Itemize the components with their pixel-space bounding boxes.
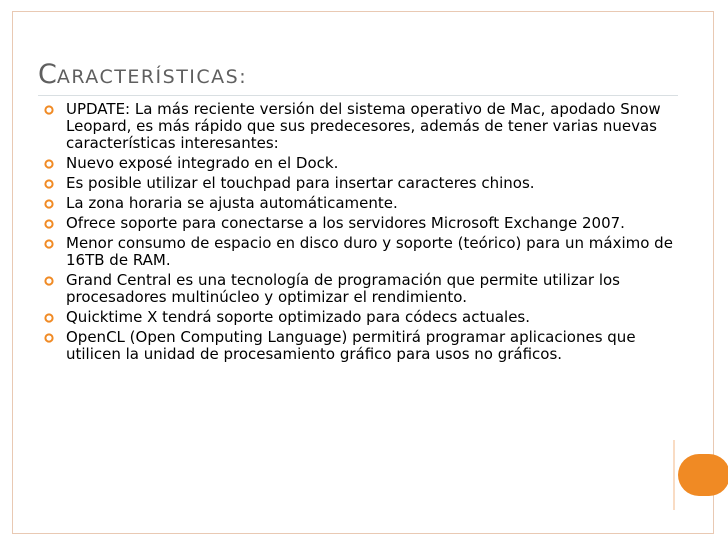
bullet-text: OpenCL (Open Computing Language) permitirá programar aplicaciones que utilicen la unidad de procesamiento gráfico para usos no gráficos. [66,328,636,363]
bullet-text: La zona horaria se ajusta automáticamente. [66,194,398,212]
title-divider [38,95,678,96]
bullet-icon [44,276,54,286]
slide-title [38,60,247,92]
title-initial: C [38,59,57,90]
bullet-item [44,215,694,232]
bullet-icon [44,105,54,115]
bullet-text: Ofrece soporte para conectarse a los servidores Microsoft Exchange 2007. [66,214,625,232]
bullet-text: Quicktime X tendrá soporte optimizado para códecs actuales. [66,308,531,326]
bullet-item [44,329,694,363]
bullet-item [44,195,694,212]
bullet-item [44,309,694,326]
bullet-icon [44,159,54,169]
bullet-item [44,272,694,306]
bullet-text: Es posible utilizar el touchpad para insertar caracteres chinos. [66,174,535,192]
bullet-text: Nuevo exposé integrado en el Dock. [66,154,339,172]
bullet-list [44,101,694,366]
title-rest: ARACTERÍSTICAS: [56,66,248,88]
bullet-icon [44,239,54,249]
bullet-icon [44,313,54,323]
bullet-item [44,101,694,152]
bullet-text: Menor consumo de espacio en disco duro y soporte (teórico) para un máximo de 16TB de RAM. [66,234,673,269]
bullet-item [44,155,694,172]
bullet-icon [44,199,54,209]
bullet-text: Grand Central es una tecnología de programación que permite utilizar los procesadores multinúcleo y optimizar el rendimiento. [66,271,620,306]
bullet-item [44,175,694,192]
bullet-item [44,235,694,269]
bullet-text: UPDATE: La más reciente versión del sistema operativo de Mac, apodado Snow Leopard, es más rápido que sus predecesores, además de tener varias nuevas características interesantes: [66,100,661,152]
bullet-icon [44,333,54,343]
corner-decoration [670,440,728,510]
bullet-icon [44,179,54,189]
bullet-icon [44,219,54,229]
